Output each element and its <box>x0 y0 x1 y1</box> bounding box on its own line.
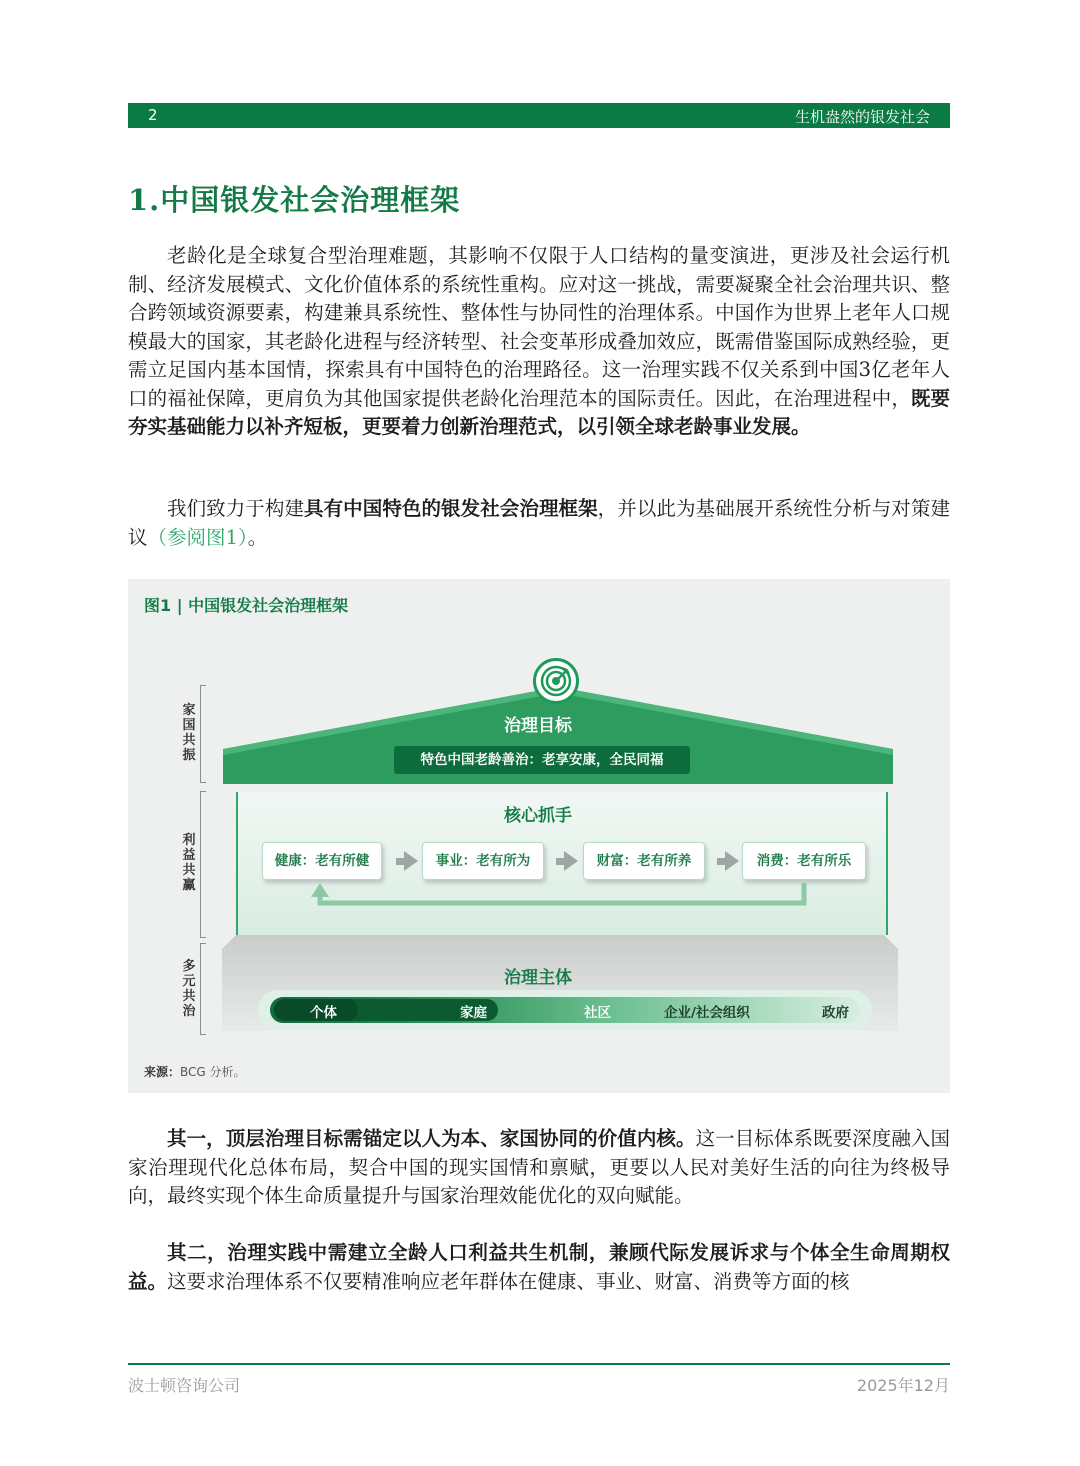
paragraph-bold-text: 其二，治理实践中需建立全龄人口利益共生机制，兼顾代际发展诉求与个体全生命周期权益。 <box>128 1241 950 1293</box>
footer-divider <box>128 1363 950 1365</box>
actor-community: 社区 <box>584 1005 611 1021</box>
figure-reference-link[interactable]: （参阅图1） <box>147 525 248 549</box>
footer-company: 波士顿咨询公司 <box>128 1376 241 1395</box>
roof-banner: 特色中国老龄善治：老享安康，全民同福 <box>394 746 690 774</box>
side-label-co-governance: 多元共治 <box>182 959 196 1019</box>
section-title: 1.中国银发社会治理框架 <box>128 183 461 217</box>
footer-date: 2025年12月 <box>856 1376 950 1395</box>
pillar-career: 事业：老有所为 <box>422 842 544 880</box>
paragraph-text: 我们致力于构建 <box>167 497 305 520</box>
pillar-consumption: 消费：老有所乐 <box>742 842 866 880</box>
side-label-family-nation: 家国共振 <box>182 703 196 763</box>
header-bar <box>128 103 950 128</box>
actor-family: 家庭 <box>460 1005 487 1021</box>
figure-governance-framework <box>128 579 950 1093</box>
paragraph-text: 。 <box>247 525 268 549</box>
paragraph-text: ，并以此为基础展开系统性分析与对策建议 <box>128 497 950 549</box>
figure-source <box>144 1063 246 1080</box>
page-number: 2 <box>148 106 158 124</box>
source-text: BCG 分析。 <box>180 1065 246 1079</box>
pillar-health: 健康：老有所健 <box>262 842 382 880</box>
roof-title: 治理目标 <box>504 716 572 736</box>
base-title: 治理主体 <box>504 968 572 988</box>
actor-individual: 个体 <box>310 1005 337 1021</box>
paragraph-text: 这一目标体系既要深度融入国家治理现代化总体布局，契合中国的现实国情和禀赋，更要以人民对美好生活的向往为终极导向，最终实现个体生命质量提升与国家治理效能优化的双向赋能。 <box>128 1127 950 1207</box>
document-title: 生机盎然的银发社会 <box>794 108 930 126</box>
paragraph-point-two <box>128 1239 950 1296</box>
pillar-wealth: 财富：老有所养 <box>583 842 705 880</box>
paragraph-intro <box>128 242 950 442</box>
figure-title: 图1 | 中国银发社会治理框架 <box>144 596 349 615</box>
source-label: 来源： <box>144 1065 181 1079</box>
side-label-mutual-benefit: 利益共赢 <box>182 833 196 893</box>
paragraph-bold-text: 其一，顶层治理目标需锚定以人为本、家国协同的价值内核。 <box>167 1127 696 1150</box>
paragraph-point-one <box>128 1125 950 1211</box>
actor-enterprise: 企业/社会组织 <box>664 1005 750 1021</box>
paragraph-text: 老龄化是全球复合型治理难题，其影响不仅限于人口结构的量变演进，更涉及社会运行机制、经济发展模式、文化价值体系的系统性重构。应对这一挑战，需要凝聚全社会治理共识、整合跨领域资源要素，构建兼具系统性、整体性与协同性的治理体系。中国作为世界上老年人口规模最大的国家，其老龄化进程与经济转型、社会变革形成叠加效应，既需借鉴国际成熟经验，更需立足国内基本国情，探索具有中国特色的治理路径。这一治理实践不仅关系到中国3亿老年人口的福祉保障，更肩负为其他国家提供老龄化治理范本的国际责任。因此，在治理进程中， <box>128 244 950 410</box>
paragraph-framework <box>128 495 950 552</box>
paragraph-text: 这要求治理体系不仅要精准响应老年群体在健康、事业、财富、消费等方面的核 <box>167 1269 850 1293</box>
paragraph-bold-text: 既要夯实基础能力以补齐短板，更要着力创新治理范式，以引领全球老龄事业发展。 <box>128 386 950 438</box>
core-title: 核心抓手 <box>504 806 572 826</box>
paragraph-bold-text: 具有中国特色的银发社会治理框架 <box>304 497 598 520</box>
actor-government: 政府 <box>822 1005 849 1021</box>
